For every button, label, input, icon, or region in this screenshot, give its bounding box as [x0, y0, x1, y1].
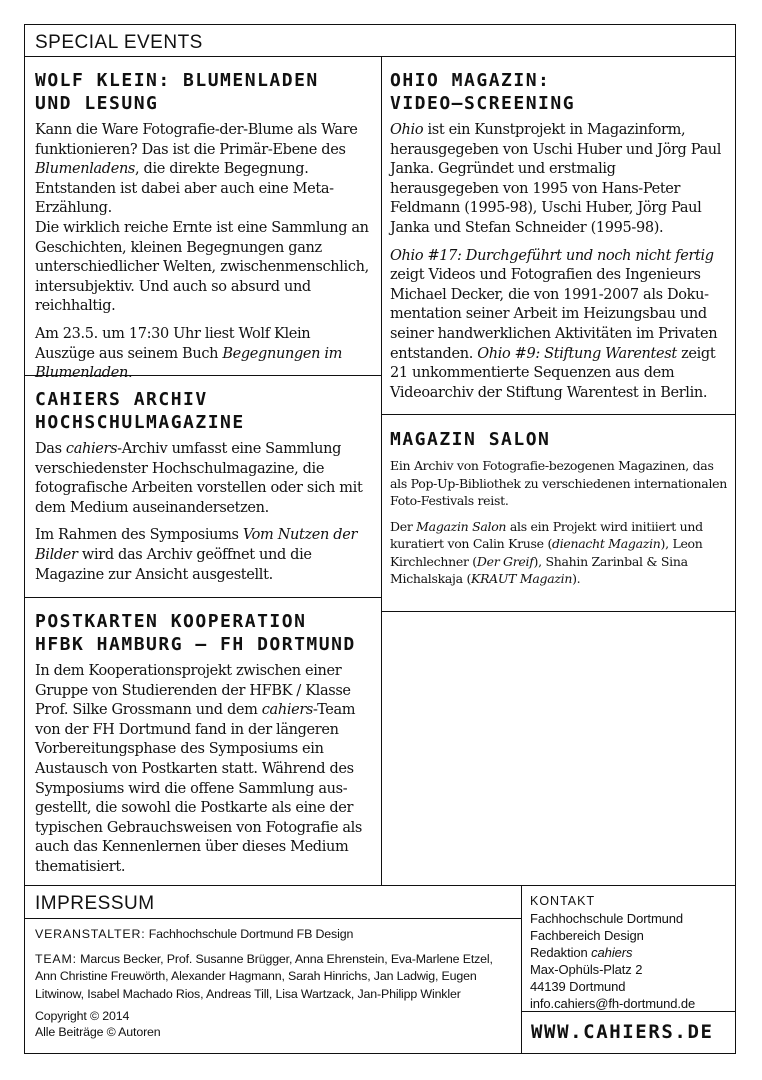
event-details: Im Rahmen des Symposiums Vom Nutzen der Bilder wird das Archiv geöffnet und die Magazine zur Ansicht ausgestellt. — [35, 527, 358, 583]
kontakt-email[interactable]: info.cahiers@fh-dortmund.de — [530, 996, 696, 1011]
event-description: Ohio ist ein Kunstprojekt in Magazinform, herausgegeben von Uschi Huber und Jörg Paul Janka. Gegründet und erstmalig herausgegeben von 1995 von Hans-Peter Feldmann (1995-98), Uschi Huber, Jörg Paul Janka und Stefan Schneider (1995-98). — [390, 122, 722, 236]
event-wolf-klein — [35, 69, 370, 392]
impressum-team: TEAM: Marcus Becker, Prof. Susanne Brügger, Anna Ehrenstein, Eva-Marlene Etzel, Ann Christine Freuwörth, Alexander Hagmann, Sarah Hinrichs, Jan Ladwig, Eugen Litwinow, Isabel Machado Rios, Andreas Till, Lisa Wartzack, Jan-Philipp Winkler — [35, 951, 493, 1001]
kontakt-line: Max-Ophüls-Platz 2 — [530, 962, 643, 977]
kontakt-line: Fachhochschule Dortmund — [530, 911, 684, 926]
kontakt-line: Fachbereich Design — [530, 928, 644, 943]
impressum-label-divider — [24, 918, 521, 919]
event-description: Das cahiers-Archiv umfasst eine Sammlung verschiedenster Hochschulmagazine, die fotografische Arbeiten vorstellen oder sich mit dem Medium auseinandersetzen. — [35, 441, 363, 516]
event-description: Ein Archiv von Fotografie-bezogenen Magazinen, das als Pop-Up-Bibliothek zu verschiedenen internationalen Foto-Festivals reist. — [390, 458, 727, 508]
impressum-label: IMPRESSUM — [35, 893, 155, 914]
header-divider — [24, 56, 736, 57]
kontakt-line: 44139 Dortmund — [530, 979, 626, 994]
kontakt-label: KONTAKT — [530, 894, 596, 908]
section-header: SPECIAL EVENTS — [35, 32, 203, 53]
divider-right-1 — [381, 414, 736, 415]
event-title: OHIO MAGAZIN: VIDEO–SCREENING — [390, 70, 576, 114]
event-title: WOLF KLEIN: BLUMENLADEN UND LESUNG — [35, 70, 319, 114]
event-schedule: Am 23.5. um 17:30 Uhr liest Wolf Klein Auszüge aus seinem Buch Begegnungen im Blumenladen. — [35, 325, 343, 382]
event-description: Kann die Ware Fotografie-der-Blume als Ware funktionieren? Das ist die Primär-Ebene des Blumenladens, die direkte Begegnung. Entstanden ist dabei aber auch eine Meta-Erzählung. Die wirklich reiche Ernte ist eine Sammlung an Geschichten, kleinen Begegnungen ganz unterschiedlicher Welten, zwischenmenschlich, intersubjektiv. Und auch so absurd und reichhaltig. — [35, 122, 369, 315]
impressum-veranstalter: VERANSTALTER: Fachhochschule Dortmund FB Design — [35, 927, 354, 941]
event-cahiers-archiv — [35, 388, 370, 593]
event-details: Ohio #17: Durchgeführt und noch nicht fertig zeigt Videos und Fotografien des Ingenieurs Michael Decker, die von 1991-2007 als Dokumentation seiner Arbeit im Heizungsbau und seiner handwerklichen Aktivitäten im Privaten entstanden. Ohio #9: Stiftung Warentest zeigt 21 unkommentierte Sequenzen aus dem Videoarchiv der Stiftung Warentest in Berlin. — [390, 247, 718, 401]
impressum-copyright: Copyright © 2014 Alle Beiträge © Autoren — [35, 1009, 161, 1039]
kontakt-block — [530, 893, 730, 1012]
event-ohio-magazin — [390, 69, 727, 411]
column-divider — [381, 56, 382, 885]
kontakt-divider — [521, 885, 522, 1054]
event-description: In dem Kooperationsprojekt zwischen einer Gruppe von Studierenden der HFBK / Klasse Prof. Silke Grossmann und dem cahiers-Team von der FH Dortmund fand in der längeren Vorbereitungsphase des Symposiums ein Austausch von Postkarten statt. Während des Symposiums wird die offene Sammlung ausgestellt, die sowohl die Postkarte als eine der typischen Gebrauchsweisen von Fotografie als auch das Kennenlernen über dieses Medium thematisiert. — [35, 663, 363, 875]
event-title: POSTKARTEN KOOPERATION HFBK HAMBURG – FH DORTMUND — [35, 611, 356, 655]
impressum-content — [35, 926, 515, 1040]
event-postkarten — [35, 610, 375, 886]
divider-left-2 — [24, 597, 381, 598]
event-title: CAHIERS ARCHIV HOCHSCHULMAGAZINE — [35, 389, 245, 433]
divider-right-2 — [381, 611, 736, 612]
website-link[interactable]: WWW.CAHIERS.DE — [531, 1021, 714, 1043]
kontakt-line: Redaktion cahiers — [530, 945, 633, 960]
event-magazin-salon — [390, 428, 727, 596]
event-title: MAGAZIN SALON — [390, 429, 551, 450]
event-details: Der Magazin Salon als ein Projekt wird initiiert und kuratiert von Calin Kruse (dienacht Magazin), Leon Kirchlechner (Der Greif), Shahin Zarinbal & Sina Michalskaja (KRAUT Magazin). — [390, 518, 703, 586]
